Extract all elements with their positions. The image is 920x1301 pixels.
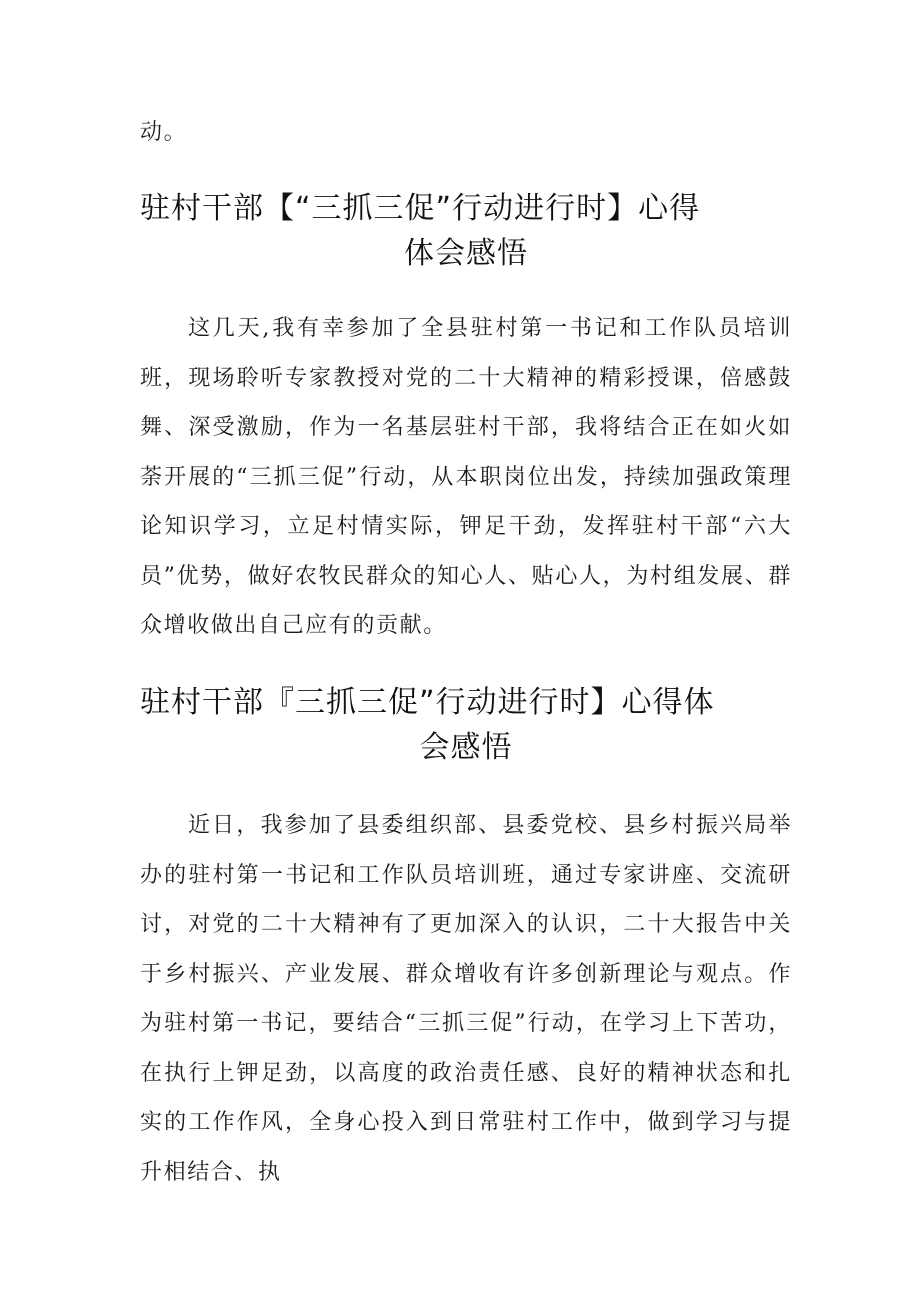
section-paragraph-1: 这几天,我有幸参加了全县驻村第一书记和工作队员培训班，现场聆听专家教授对党的二十大精神的精彩授课，倍感鼓舞、深受激励，作为一名基层驻村干部，我将结合正在如火如荼开展的“三抓三促”行动，从本职岗位出发，持续加强政策理论知识学习，立足村情实际，钾足干劲，发挥驻村干部“六大员”优势，做好农牧民群众的知心人、贴心人，为村组发展、群众增收做出自己应有的贡献。 xyxy=(140,316,792,638)
section-heading-1-line1: 驻村干部【“三抓三促”行动进行时】心得 xyxy=(140,191,701,226)
section-paragraph-2: 近日，我参加了县委组织部、县委党校、县乡村振兴局举办的驻村第一书记和工作队员培训班，通过专家讲座、交流研讨，对党的二十大精神有了更加深入的认识，二十大报告中关于乡村振兴、产业发展、群众增收有许多创新理论与观点。作为驻村第一书记，要结合“三抓三促”行动，在学习上下苦功，在执行上钾足劲，以高度的政治责任感、良好的精神状态和扎实的工作作风，全身心投入到日常驻村工作中，做到学习与提升相结合、执 xyxy=(140,813,792,1185)
section-heading-1-line2: 体会感悟 xyxy=(404,236,528,271)
section-heading-2-line2: 会感悟 xyxy=(419,730,513,765)
carryover-text: 动。 xyxy=(140,120,188,145)
section-heading-2-line1: 驻村干部『三抓三促”行动进行时】心得体 xyxy=(140,685,715,720)
section-heading-1 xyxy=(140,186,792,276)
section-heading-2 xyxy=(140,680,792,770)
